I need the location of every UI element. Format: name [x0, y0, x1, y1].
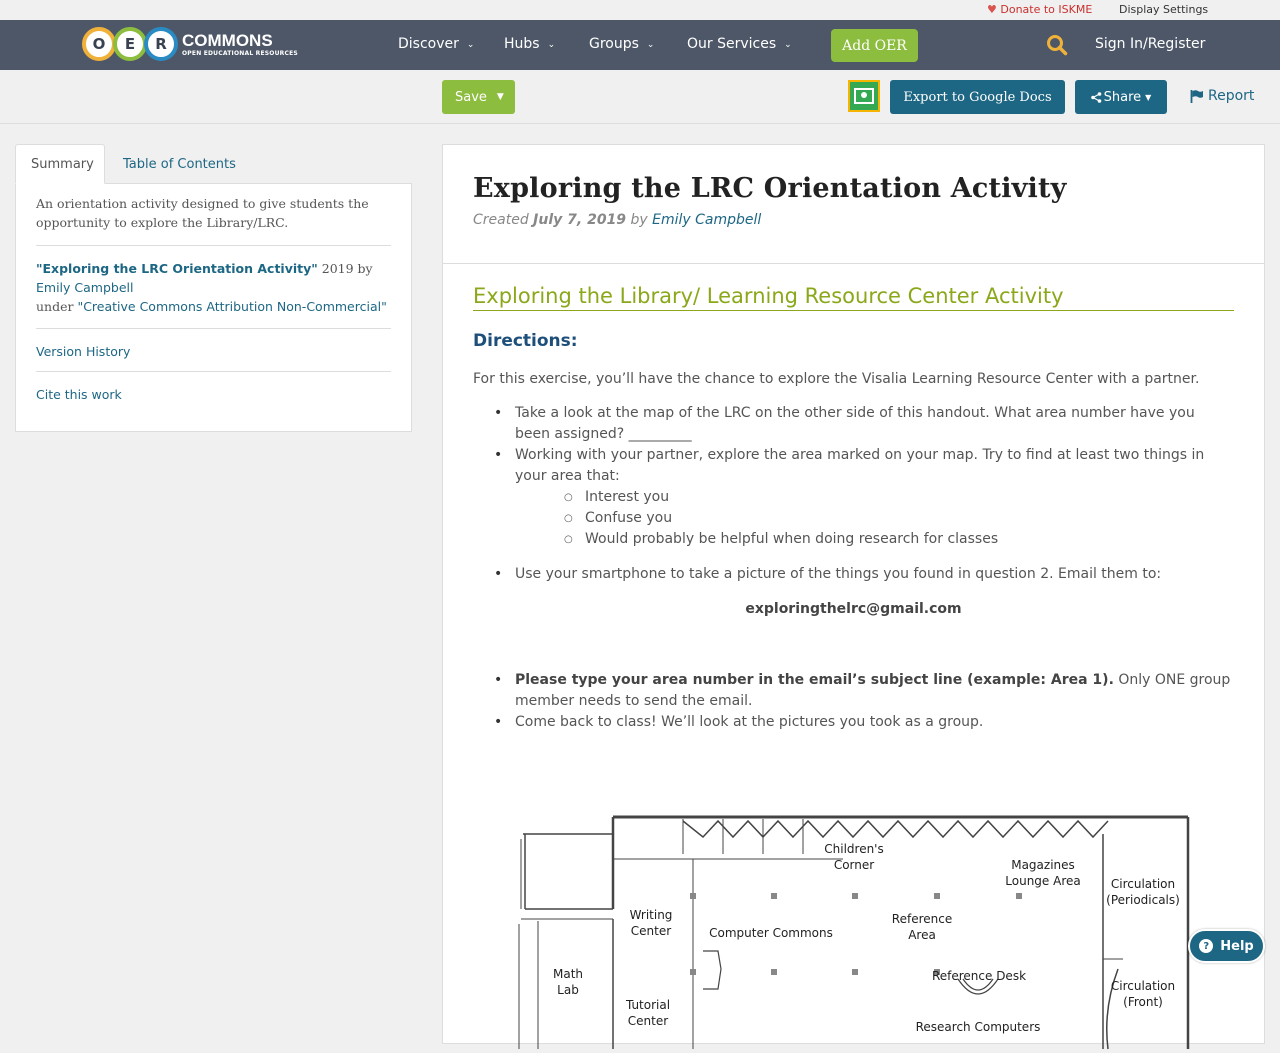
- map-label-tutorial: Tutorial: [625, 998, 671, 1012]
- save-label: Save: [455, 89, 487, 105]
- created-by: by: [626, 212, 653, 228]
- chevron-down-icon: ⌄: [784, 40, 792, 50]
- map-label-computer-commons: Computer Commons: [709, 926, 833, 940]
- nav-hubs-label: Hubs: [504, 36, 540, 52]
- map-label-math: Math: [552, 967, 584, 981]
- resource-main-panel: [442, 144, 1265, 1044]
- share-label: Share: [1103, 89, 1142, 105]
- map-label-reference: Reference: [891, 912, 953, 926]
- resource-sidebar: [15, 144, 412, 432]
- sub-list: [515, 487, 1234, 550]
- share-button[interactable]: [1075, 80, 1167, 114]
- tab-summary[interactable]: Summary: [15, 144, 105, 184]
- chevron-down-icon: ⌄: [646, 40, 655, 50]
- sub-list-item: ○ Confuse you: [564, 508, 1234, 529]
- help-button[interactable]: [1188, 929, 1265, 963]
- tab-table-of-contents[interactable]: Table of Contents: [123, 156, 236, 172]
- list-item: • Come back to class! We’ll look at the pictures you took as a group.: [494, 712, 1234, 733]
- map-label-reference-2: Area: [908, 928, 936, 942]
- flag-icon: [1190, 90, 1204, 103]
- map-label-math-2: Lab: [557, 983, 579, 997]
- directions-list-2: [473, 670, 1234, 733]
- map-windows: [683, 821, 1108, 837]
- map-label-circ-front: Circulation: [1110, 979, 1176, 993]
- add-oer-button[interactable]: Add OER: [831, 29, 918, 62]
- attribution-block: [36, 246, 391, 329]
- nav-our-services-label: Our Services: [687, 36, 777, 52]
- sub-list-item: ○ Would probably be helpful when doing research for classes: [564, 529, 1234, 550]
- list-item: [494, 670, 1234, 712]
- list-item-text: Working with your partner, explore the area marked on your map. Try to find at least two things in your area that:: [515, 447, 1205, 484]
- save-button[interactable]: [442, 80, 515, 114]
- map-label-childrens-2: Corner: [833, 858, 875, 872]
- display-settings-link[interactable]: Display Settings: [1119, 3, 1209, 16]
- google-classroom-icon[interactable]: [848, 80, 880, 112]
- directions-heading: Directions:: [473, 331, 578, 351]
- list-item: • Use your smartphone to take a picture of the things you found in question 2. Email them to:: [494, 564, 1234, 585]
- search-icon[interactable]: [1046, 34, 1068, 60]
- resource-header: [443, 145, 1264, 264]
- map-label-circ-front-2: (Front): [1123, 995, 1163, 1009]
- content-heading: Exploring the Library/ Learning Resource Center Activity: [473, 282, 1234, 311]
- list-item: • Take a look at the map of the LRC on the other side of this handout. What area number have you been assigned? _________: [494, 403, 1234, 445]
- intro-paragraph: For this exercise, you’ll have the chance to explore the Visalia Learning Resource Center with a partner.: [473, 371, 1200, 387]
- report-label: Report: [1208, 88, 1255, 104]
- logo-wordmark: [182, 32, 298, 57]
- map-label-writing-2: Center: [630, 924, 672, 938]
- map-label-childrens: Children's: [824, 842, 884, 856]
- nav-discover[interactable]: [398, 36, 474, 52]
- chevron-down-icon: ⌄: [547, 40, 556, 50]
- heart-icon: ♥: [987, 3, 997, 16]
- logo-letter-e: E: [113, 27, 147, 61]
- summary-panel: [15, 183, 412, 432]
- map-label-tutorial-2: Center: [627, 1014, 669, 1028]
- logo-tagline: OPEN EDUCATIONAL RESOURCES: [182, 49, 298, 57]
- page-title: Exploring the LRC Orientation Activity: [473, 173, 1067, 204]
- license-link[interactable]: "Creative Commons Attribution Non-Commercial": [77, 299, 387, 314]
- resource-toolbar: [0, 70, 1280, 124]
- map-label-writing: Writing: [629, 908, 673, 922]
- sub-list-item: ○ Interest you: [564, 487, 1234, 508]
- utility-bar: [0, 0, 1280, 20]
- logo-letter-r: R: [144, 27, 178, 61]
- created-prefix: Created: [473, 212, 534, 228]
- nav-our-services[interactable]: [687, 36, 792, 52]
- logo-wordmark-text: COMMONS: [182, 30, 273, 50]
- map-label-magazines-2: Lounge Area: [1005, 874, 1081, 888]
- nav-groups-label: Groups: [589, 36, 639, 52]
- summary-description: An orientation activity designed to give students the opportunity to explore the Library/LRC.: [36, 194, 391, 246]
- sign-in-register-link[interactable]: Sign In/Register: [1095, 36, 1206, 52]
- caret-down-icon: ▼: [1145, 92, 1152, 102]
- nav-hubs[interactable]: [504, 36, 555, 52]
- cite-work-link[interactable]: Cite this work: [36, 387, 122, 402]
- version-history-link[interactable]: Version History: [36, 329, 391, 372]
- help-label: Help: [1220, 938, 1254, 954]
- author-link[interactable]: Emily Campbell: [36, 280, 134, 295]
- directions-list: [473, 403, 1234, 585]
- author-link[interactable]: Emily Campbell: [652, 212, 762, 228]
- attribution-year-by: 2019 by: [317, 261, 373, 276]
- list-item: [494, 445, 1234, 550]
- question-icon: ?: [1199, 939, 1213, 953]
- donate-label: Donate to ISKME: [1000, 3, 1093, 16]
- report-button[interactable]: [1190, 88, 1254, 104]
- caret-down-icon: ▼: [496, 92, 504, 102]
- sidebar-tabs: [15, 144, 412, 184]
- nav-discover-label: Discover: [398, 36, 459, 52]
- share-icon: [1091, 92, 1102, 103]
- list-item-text: Only ONE group member needs to send the email.: [515, 672, 1231, 709]
- donate-link[interactable]: [987, 3, 1092, 16]
- classroom-board-icon: [854, 88, 874, 104]
- logo-letter-o: O: [82, 27, 116, 61]
- created-date: July 7, 2019: [533, 212, 627, 228]
- contact-email: exploringthelrc@gmail.com: [745, 601, 962, 617]
- export-google-docs-button[interactable]: Export to Google Docs: [890, 80, 1065, 114]
- attribution-under: under: [36, 299, 78, 314]
- work-title-link[interactable]: "Exploring the LRC Orientation Activity": [36, 261, 318, 276]
- map-label-circ-periodicals: Circulation: [1110, 877, 1176, 891]
- oer-commons-logo[interactable]: [82, 26, 298, 62]
- main-navbar: [0, 20, 1280, 70]
- chevron-down-icon: ⌄: [466, 40, 475, 50]
- created-byline: [473, 212, 1234, 228]
- nav-groups[interactable]: [589, 36, 654, 52]
- map-label-circ-periodicals-2: (Periodicals): [1106, 893, 1180, 907]
- list-item-bold: Please type your area number in the email’s subject line (example: Area 1).: [515, 672, 1114, 688]
- map-label-reference-desk: Reference Desk: [931, 969, 1027, 983]
- lrc-floor-map: [513, 809, 1193, 1049]
- resource-content: [443, 264, 1264, 733]
- map-label-magazines: Magazines: [1011, 858, 1075, 872]
- map-label-research-computers: Research Computers: [915, 1020, 1041, 1034]
